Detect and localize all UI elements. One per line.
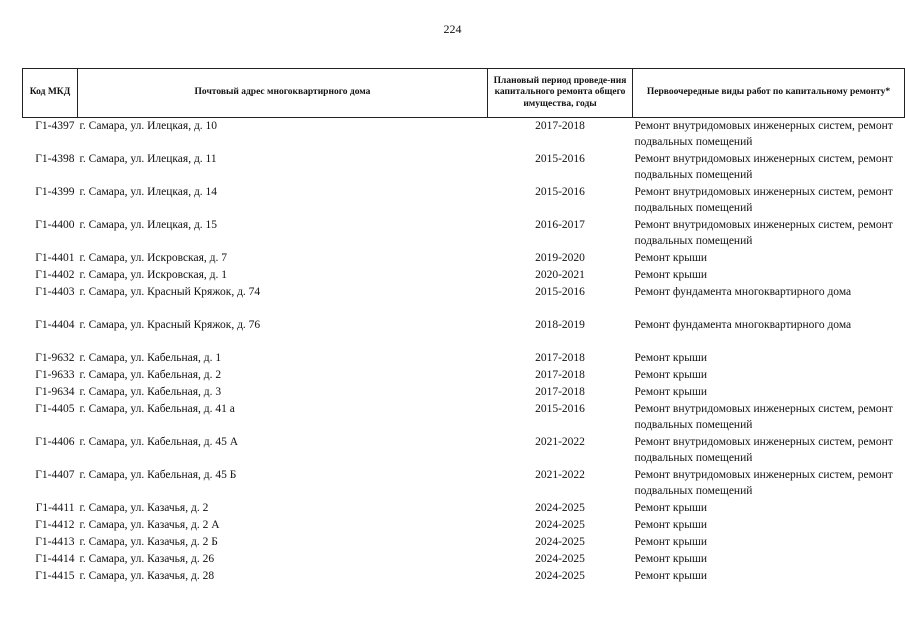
table-row bbox=[23, 534, 905, 551]
cell-address: г. Самара, ул. Кабельная, д. 45 Б bbox=[79, 469, 237, 481]
table-row bbox=[23, 434, 905, 467]
repair-table bbox=[22, 68, 905, 585]
cell-address: г. Самара, ул. Илецкая, д. 10 bbox=[79, 120, 218, 132]
table-row bbox=[23, 401, 905, 434]
cell-code: Г1-4403 bbox=[35, 286, 75, 298]
cell-period: 2024-2025 bbox=[535, 536, 585, 548]
cell-address: г. Самара, ул. Искровская, д. 7 bbox=[79, 252, 227, 264]
repair-table-container bbox=[22, 68, 904, 585]
table-row bbox=[23, 551, 905, 568]
cell-address: г. Самара, ул. Илецкая, д. 14 bbox=[79, 186, 218, 198]
header-address: Почтовый адрес многоквартирного дома bbox=[78, 69, 488, 118]
page-number: 224 bbox=[443, 22, 462, 36]
cell-works: Ремонт крыши bbox=[634, 269, 708, 281]
table-row bbox=[23, 367, 905, 384]
cell-works: Ремонт внутридомовых инженерных систем, ремонт подвальных помещений bbox=[634, 120, 893, 148]
cell-address: г. Самара, ул. Кабельная, д. 45 А bbox=[79, 436, 239, 448]
cell-period: 2017-2018 bbox=[535, 369, 585, 381]
cell-address: г. Самара, ул. Илецкая, д. 15 bbox=[79, 219, 218, 231]
cell-address: г. Самара, ул. Красный Кряжок, д. 76 bbox=[79, 319, 261, 331]
cell-works: Ремонт внутридомовых инженерных систем, ремонт подвальных помещений bbox=[634, 186, 893, 214]
cell-address: г. Самара, ул. Красный Кряжок, д. 74 bbox=[79, 286, 261, 298]
table-row bbox=[23, 317, 905, 350]
table-row bbox=[23, 250, 905, 267]
cell-address: г. Самара, ул. Искровская, д. 1 bbox=[79, 269, 227, 281]
cell-code: Г1-4399 bbox=[35, 186, 75, 198]
header-works: Первоочередные виды работ по капитальному ремонту* bbox=[633, 69, 905, 118]
cell-period: 2015-2016 bbox=[535, 286, 585, 298]
cell-period: 2018-2019 bbox=[535, 319, 585, 331]
table-row bbox=[23, 284, 905, 317]
cell-period: 2024-2025 bbox=[535, 553, 585, 565]
cell-period: 2020-2021 bbox=[535, 269, 585, 281]
cell-address: г. Самара, ул. Казачья, д. 2 А bbox=[79, 519, 220, 531]
cell-address: г. Самара, ул. Кабельная, д. 2 bbox=[79, 369, 222, 381]
cell-works: Ремонт крыши bbox=[634, 570, 708, 582]
cell-code: Г1-9634 bbox=[35, 386, 75, 398]
cell-code: Г1-4407 bbox=[35, 469, 75, 481]
table-row bbox=[23, 151, 905, 184]
cell-address: г. Самара, ул. Казачья, д. 2 Б bbox=[79, 536, 218, 548]
cell-period: 2024-2025 bbox=[535, 519, 585, 531]
cell-period: 2024-2025 bbox=[535, 570, 585, 582]
header-period: Плановый период проведе-ния капитального ремонта общего имущества, годы bbox=[488, 69, 633, 118]
cell-period: 2015-2016 bbox=[535, 153, 585, 165]
cell-code: Г1-4401 bbox=[35, 252, 75, 264]
cell-works: Ремонт крыши bbox=[634, 252, 708, 264]
table-row bbox=[23, 184, 905, 217]
table-row bbox=[23, 350, 905, 367]
cell-code: Г1-9633 bbox=[35, 369, 75, 381]
cell-works: Ремонт фундамента многоквартирного дома bbox=[634, 319, 852, 331]
cell-address: г. Самара, ул. Кабельная, д. 1 bbox=[79, 352, 222, 364]
cell-code: Г1-4406 bbox=[35, 436, 75, 448]
header-code: Код МКД bbox=[23, 69, 78, 118]
table-row bbox=[23, 568, 905, 585]
cell-period: 2017-2018 bbox=[535, 386, 585, 398]
cell-code: Г1-4405 bbox=[35, 403, 75, 415]
cell-works: Ремонт внутридомовых инженерных систем, ремонт подвальных помещений bbox=[634, 469, 893, 497]
cell-period: 2021-2022 bbox=[535, 469, 585, 481]
table-row bbox=[23, 267, 905, 284]
cell-works: Ремонт внутридомовых инженерных систем, ремонт подвальных помещений bbox=[634, 219, 893, 247]
cell-period: 2017-2018 bbox=[535, 120, 585, 132]
cell-code: Г1-4412 bbox=[35, 519, 75, 531]
cell-code: Г1-4398 bbox=[35, 153, 75, 165]
cell-address: г. Самара, ул. Казачья, д. 26 bbox=[79, 553, 215, 565]
cell-works: Ремонт внутридомовых инженерных систем, ремонт подвальных помещений bbox=[634, 436, 893, 464]
cell-works: Ремонт крыши bbox=[634, 553, 708, 565]
cell-works: Ремонт внутридомовых инженерных систем, ремонт подвальных помещений bbox=[634, 403, 893, 431]
table-row bbox=[23, 384, 905, 401]
cell-code: Г1-4413 bbox=[35, 536, 75, 548]
cell-code: Г1-9632 bbox=[35, 352, 75, 364]
cell-address: г. Самара, ул. Илецкая, д. 11 bbox=[79, 153, 217, 165]
cell-period: 2016-2017 bbox=[535, 219, 585, 231]
cell-period: 2019-2020 bbox=[535, 252, 585, 264]
cell-code: Г1-4397 bbox=[35, 120, 75, 132]
cell-works: Ремонт крыши bbox=[634, 352, 708, 364]
cell-period: 2021-2022 bbox=[535, 436, 585, 448]
cell-address: г. Самара, ул. Кабельная, д. 41 а bbox=[79, 403, 235, 415]
cell-code: Г1-4402 bbox=[35, 269, 75, 281]
cell-period: 2015-2016 bbox=[535, 403, 585, 415]
cell-address: г. Самара, ул. Казачья, д. 28 bbox=[79, 570, 215, 582]
cell-code: Г1-4414 bbox=[35, 553, 75, 565]
cell-period: 2017-2018 bbox=[535, 352, 585, 364]
cell-period: 2015-2016 bbox=[535, 186, 585, 198]
cell-works: Ремонт крыши bbox=[634, 502, 708, 514]
table-row bbox=[23, 118, 905, 152]
cell-code: Г1-4411 bbox=[35, 502, 75, 514]
cell-address: г. Самара, ул. Кабельная, д. 3 bbox=[79, 386, 222, 398]
table-row bbox=[23, 217, 905, 250]
cell-period: 2024-2025 bbox=[535, 502, 585, 514]
cell-code: Г1-4415 bbox=[35, 570, 75, 582]
cell-address: г. Самара, ул. Казачья, д. 2 bbox=[79, 502, 209, 514]
cell-works: Ремонт крыши bbox=[634, 519, 708, 531]
cell-works: Ремонт крыши bbox=[634, 369, 708, 381]
table-row bbox=[23, 517, 905, 534]
cell-works: Ремонт внутридомовых инженерных систем, ремонт подвальных помещений bbox=[634, 153, 893, 181]
cell-code: Г1-4400 bbox=[35, 219, 75, 231]
cell-works: Ремонт крыши bbox=[634, 386, 708, 398]
cell-works: Ремонт крыши bbox=[634, 536, 708, 548]
table-row bbox=[23, 500, 905, 517]
cell-works: Ремонт фундамента многоквартирного дома bbox=[634, 286, 852, 298]
table-body bbox=[23, 118, 905, 586]
cell-code: Г1-4404 bbox=[35, 319, 75, 331]
table-header-row bbox=[23, 69, 905, 118]
table-row bbox=[23, 467, 905, 500]
